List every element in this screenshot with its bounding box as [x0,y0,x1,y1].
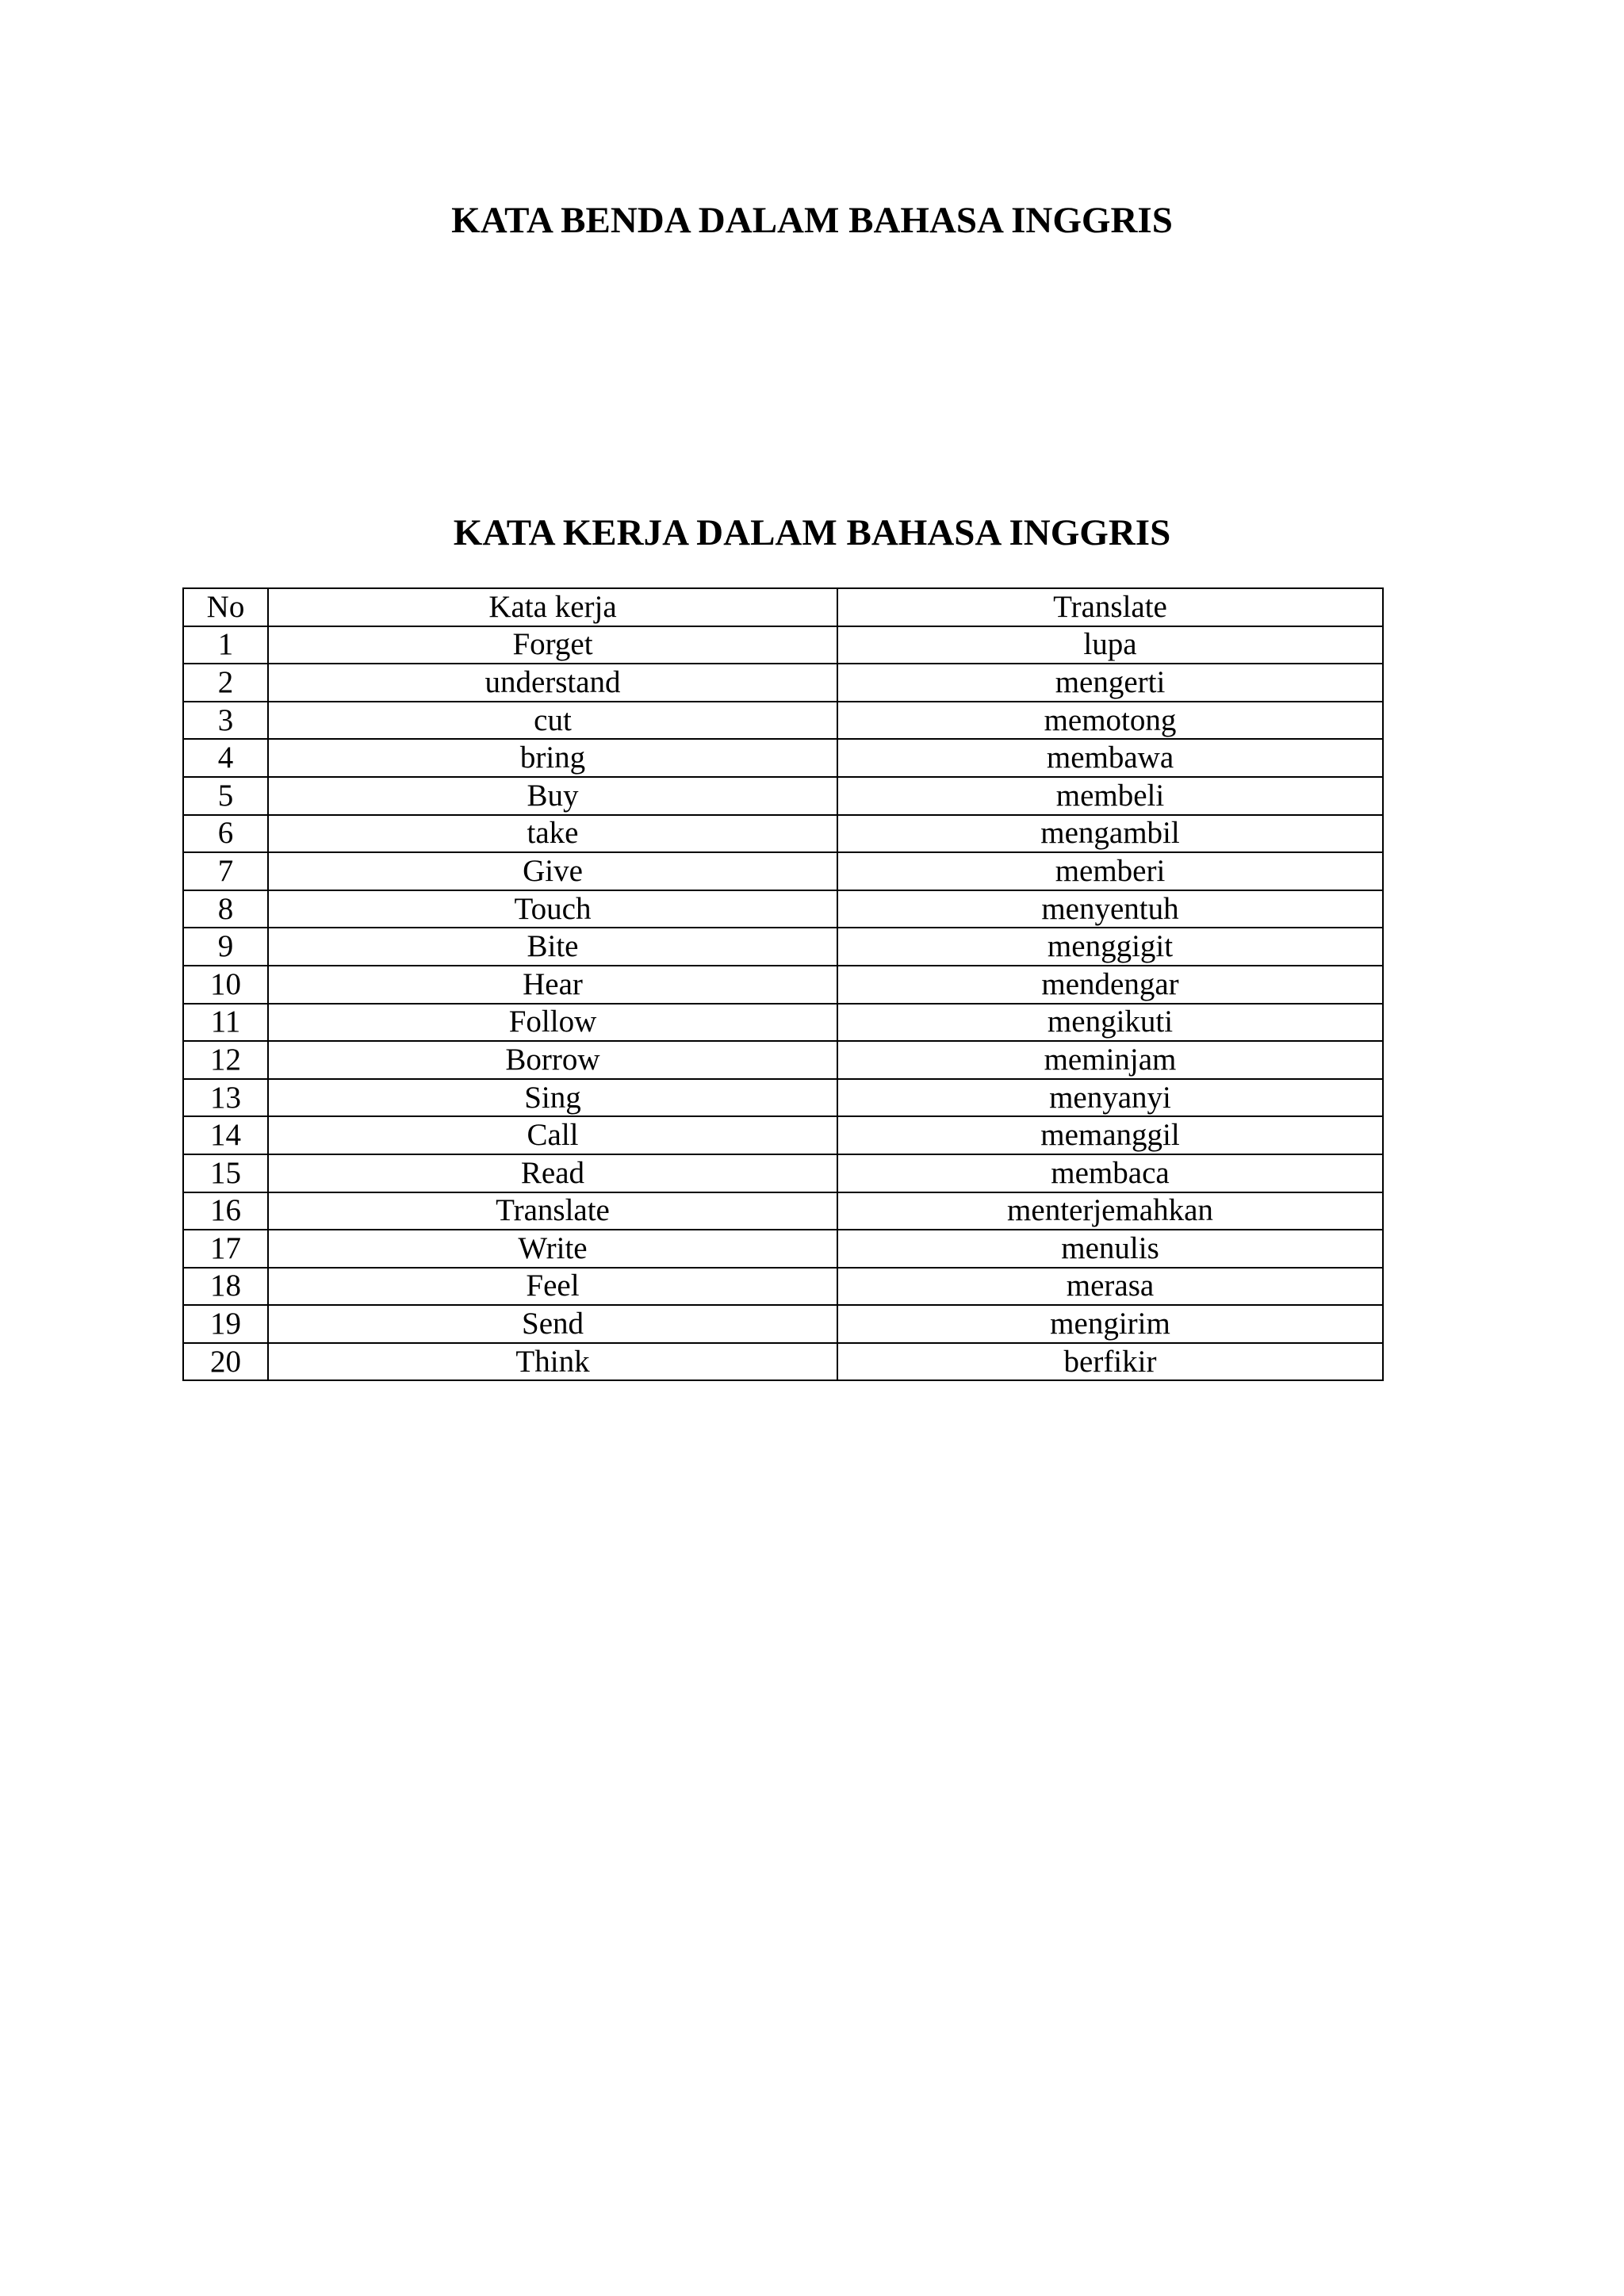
row-translation: mendengar [837,966,1383,1004]
header-translation: Translate [837,588,1383,626]
row-verb: Read [268,1154,837,1192]
row-verb: cut [268,702,837,740]
row-number: 5 [183,777,268,815]
row-number: 16 [183,1192,268,1230]
row-number: 19 [183,1305,268,1343]
row-translation: berfikir [837,1343,1383,1381]
verb-section-title: KATA KERJA DALAM BAHASA INGGRIS [453,512,1171,553]
table-body [183,626,1383,1381]
header-word: Kata kerja [268,588,837,626]
row-verb: Forget [268,626,837,664]
table-row [183,739,1383,777]
row-translation: memanggil [837,1116,1383,1154]
table-row [183,702,1383,740]
row-verb: Translate [268,1192,837,1230]
row-number: 11 [183,1004,268,1042]
row-translation: mengambil [837,815,1383,853]
row-verb: Write [268,1230,837,1268]
row-verb: bring [268,739,837,777]
row-verb: Bite [268,928,837,966]
row-translation: membawa [837,739,1383,777]
row-number: 7 [183,852,268,890]
row-verb: understand [268,664,837,702]
table-row [183,1154,1383,1192]
row-number: 18 [183,1268,268,1306]
table-row [183,1079,1383,1117]
row-number: 6 [183,815,268,853]
row-translation: membeli [837,777,1383,815]
table-row [183,1268,1383,1306]
header-no: No [183,588,268,626]
row-number: 2 [183,664,268,702]
table-row [183,664,1383,702]
row-verb: Buy [268,777,837,815]
table-row [183,815,1383,853]
row-verb: Sing [268,1079,837,1117]
row-number: 15 [183,1154,268,1192]
row-number: 3 [183,702,268,740]
table-header-row [183,588,1383,626]
row-number: 14 [183,1116,268,1154]
row-translation: meminjam [837,1041,1383,1079]
table-row [183,777,1383,815]
table-row [183,1116,1383,1154]
row-verb: take [268,815,837,853]
row-verb: Touch [268,890,837,928]
verb-table [182,587,1384,1381]
row-number: 4 [183,739,268,777]
row-number: 1 [183,626,268,664]
row-translation: membaca [837,1154,1383,1192]
row-number: 10 [183,966,268,1004]
row-verb: Feel [268,1268,837,1306]
table-row [183,1230,1383,1268]
table-row [183,1192,1383,1230]
table-row [183,852,1383,890]
row-verb: Think [268,1343,837,1381]
row-translation: memberi [837,852,1383,890]
row-verb: Hear [268,966,837,1004]
row-translation: menyanyi [837,1079,1383,1117]
table-row [183,890,1383,928]
row-translation: menterjemahkan [837,1192,1383,1230]
row-number: 17 [183,1230,268,1268]
table-row [183,626,1383,664]
row-number: 8 [183,890,268,928]
row-translation: menulis [837,1230,1383,1268]
table-row [183,1041,1383,1079]
table-row [183,966,1383,1004]
table-row [183,1004,1383,1042]
row-verb: Follow [268,1004,837,1042]
row-verb: Give [268,852,837,890]
row-verb: Call [268,1116,837,1154]
row-translation: memotong [837,702,1383,740]
row-number: 13 [183,1079,268,1117]
row-verb: Send [268,1305,837,1343]
row-translation: mengirim [837,1305,1383,1343]
row-number: 20 [183,1343,268,1381]
table-row [183,1305,1383,1343]
row-translation: lupa [837,626,1383,664]
row-translation: menggigit [837,928,1383,966]
row-translation: mengerti [837,664,1383,702]
row-translation: mengikuti [837,1004,1383,1042]
row-verb: Borrow [268,1041,837,1079]
row-number: 9 [183,928,268,966]
row-translation: merasa [837,1268,1383,1306]
table-row [183,1343,1383,1381]
noun-section-title: KATA BENDA DALAM BAHASA INGGRIS [451,200,1173,241]
table-row [183,928,1383,966]
row-translation: menyentuh [837,890,1383,928]
row-number: 12 [183,1041,268,1079]
